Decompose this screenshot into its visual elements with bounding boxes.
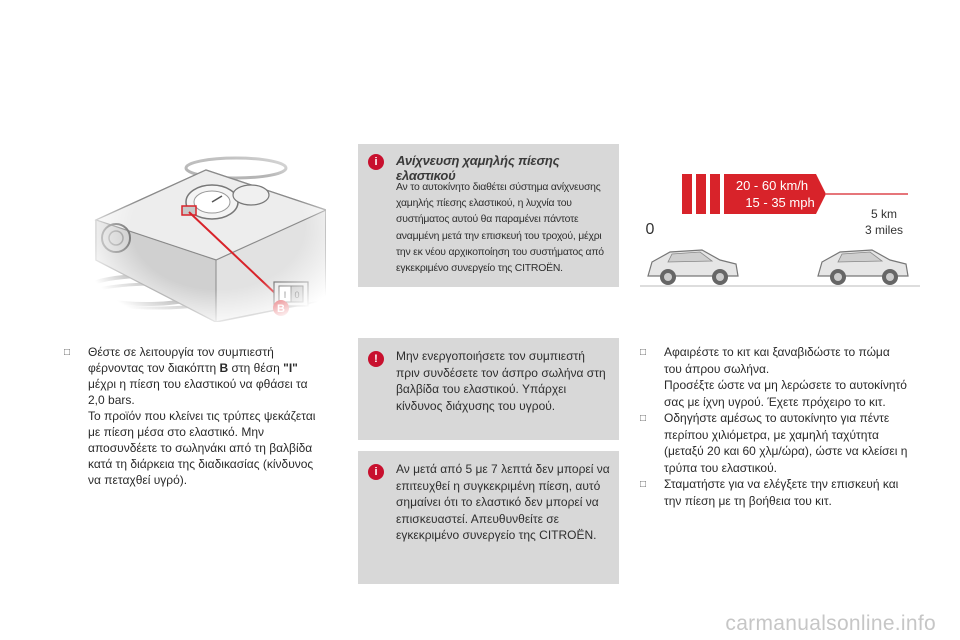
- square-bullet-icon: □: [640, 347, 647, 358]
- car-start-icon: [648, 250, 738, 285]
- start-label: 0: [645, 221, 655, 238]
- distance-km-label: 5 km: [870, 207, 898, 221]
- instruction-paragraph: Το προϊόν που κλείνει τις τρύπες ψεκάζεται με πίεση μέσα στο ελαστικό. Μην αποσυνδέετε το σωληνάκι από τη βαλβίδα κατά τη διάρκεια της διαδικασίας (κίνδυνος να πεταχθεί υγρό).: [88, 409, 316, 487]
- instruction-item: [64, 344, 326, 488]
- instruction-item: [640, 476, 910, 509]
- note-box: [358, 451, 619, 584]
- speed-distance-illustration: [640, 166, 920, 292]
- distance-miles-label: 3 miles: [864, 223, 904, 237]
- square-bullet-icon: □: [640, 413, 647, 424]
- switch-position-reference: "I": [283, 361, 298, 375]
- exclamation-icon: !: [368, 351, 384, 367]
- right-instructions: [640, 344, 910, 509]
- instruction-text: Οδηγήστε αμέσως το αυτοκίνητο για πέντε περίπου χιλιόμετρα, με χαμηλή ταχύτητα (μεταξύ 20 και 60 χλμ/ώρα), ώστε να κλείσει η τρύπα του ελαστικού.: [664, 411, 908, 475]
- instruction-text: Αφαιρέστε το κιτ και ξαναβιδώστε το πώμα του άπρου σωλήνα. Προσέξτε ώστε να μη λερώσετε το αυτοκίνητό σας με ίχνη υγρού. Έχετε πρόχειρο το κιτ.: [664, 345, 907, 409]
- instruction-text: μέχρι η πίεση του ελαστικού να φθάσει τα 2,0 bars.: [88, 377, 308, 407]
- note-box-text: Αν μετά από 5 με 7 λεπτά δεν μπορεί να επιτευχθεί η συγκεκριμένη πίεση, αυτό σημαίνει ότι το ελαστικό δεν μπορεί να επισκευαστεί. Απευθυνθείτε σε εγκεκριμένο συνεργείο της CITROËN.: [396, 462, 610, 542]
- warning-box-text: Μην ενεργοποιήσετε τον συμπιεστή πριν συνδέσετε τον άσπρο σωλήνα στη βαλβίδα του ελαστικού. Υπάρχει κίνδυνος διάχυσης του υγρού.: [396, 349, 606, 413]
- speed-kmh-label: 20 - 60 km/h: [735, 178, 809, 193]
- speed-mph-label: 15 - 35 mph: [745, 195, 815, 210]
- info-icon: i: [368, 464, 384, 480]
- square-bullet-icon: □: [640, 479, 647, 490]
- info-box-text: Αν το αυτοκίνητο διαθέτει σύστημα ανίχνευσης χαμηλής πίεσης ελαστικού, η λυχνία του συστήματος αυτού θα παραμένει πάντοτε αναμμένη μετά την επισκευή του τροχού, μέχρι την εκ νέου αρχικοποίηση του συστήματος από εγκεκριμένο συνεργείο της CITROËN.: [396, 182, 604, 275]
- info-box-title: Ανίχνευση χαμηλής πίεσης ελαστικού: [396, 153, 560, 183]
- left-instructions: [64, 344, 326, 488]
- warning-box: [358, 338, 619, 440]
- switch-reference: B: [219, 361, 229, 375]
- info-icon: i: [368, 154, 384, 170]
- car-end-icon: [818, 250, 908, 285]
- watermark: carmanualsonline.info: [725, 612, 936, 635]
- compressor-illustration: [86, 150, 326, 322]
- instruction-text: Σταματήστε για να ελέγξετε την επισκευή και την πίεση με τη βοήθεια του κιτ.: [664, 477, 899, 508]
- instruction-paragraph: [88, 344, 326, 408]
- instruction-item: [640, 410, 910, 476]
- instruction-text: στη θέση: [228, 361, 284, 375]
- instruction-text: Θέστε σε λειτουργία τον συμπιεστή φέρνοντας τον διακόπτη: [88, 345, 274, 375]
- square-bullet-icon: □: [64, 347, 71, 358]
- info-box: [358, 144, 619, 287]
- instruction-item: [640, 344, 910, 410]
